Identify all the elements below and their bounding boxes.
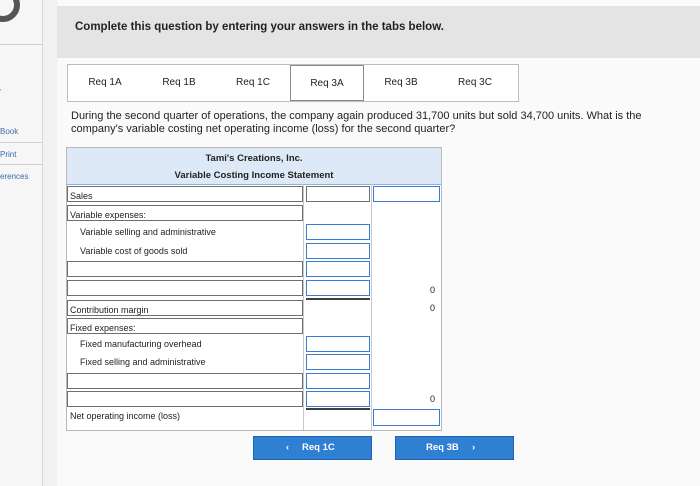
column-divider (371, 184, 372, 430)
sales-total-input[interactable] (373, 186, 440, 202)
blank-amount-input[interactable] (306, 261, 370, 277)
tab-req-1c[interactable]: Req 1C (236, 77, 270, 88)
subtotal-rule (306, 298, 370, 300)
prev-req-button[interactable] (253, 436, 372, 460)
net-operating-income-label: Net operating income (loss) (70, 411, 181, 421)
blank-label-input[interactable] (67, 391, 303, 407)
blank-amount-input[interactable] (306, 373, 370, 389)
company-name: Tami's Creations, Inc. (205, 153, 303, 164)
next-req-button[interactable] (395, 436, 514, 460)
blank-amount-input[interactable] (306, 391, 370, 407)
blank-label-input[interactable] (67, 261, 303, 277)
blank-amount-input[interactable] (306, 280, 370, 296)
income-statement (66, 147, 442, 431)
chevron-left-icon: ‹ (286, 442, 290, 453)
tab-req-1b[interactable]: Req 1B (162, 77, 196, 88)
instruction-text: Complete this question by entering your answers in the tabs below. (75, 21, 444, 33)
fixed-expenses-label: Fixed expenses: (70, 323, 136, 333)
column-divider (303, 184, 304, 430)
net-operating-income-input[interactable] (373, 409, 440, 426)
statement-title: Variable Costing Income Statement (174, 170, 334, 181)
tab-req-3c[interactable]: Req 3C (458, 77, 492, 88)
sidebar-link-print[interactable]: Print (0, 150, 17, 159)
blank-label-input[interactable] (67, 373, 303, 389)
prev-req-label: Req 1C (302, 442, 335, 453)
fixed-selling-admin-input[interactable] (306, 354, 370, 370)
var-cogs-label: Variable cost of goods sold (80, 246, 188, 256)
sidebar-link-book[interactable]: Book (0, 127, 19, 136)
sales-label-cell (67, 186, 303, 202)
var-selling-admin-input[interactable] (306, 224, 370, 240)
fixed-mfg-overhead-input[interactable] (306, 336, 370, 352)
total-fixed-expenses: 0 (429, 394, 435, 404)
tab-req-1a[interactable]: Req 1A (88, 77, 122, 88)
subtotal-rule (306, 408, 370, 410)
contribution-margin-label-cell (67, 300, 303, 316)
next-req-label: Req 3B (426, 442, 459, 453)
question-text: During the second quarter of operations, the company again produced 31,700 units but sold 34,700 units. What is the company's variable costing net operating income (loss) for the second quarter? (71, 110, 642, 135)
logo-icon (0, 0, 20, 22)
tab-req-3b[interactable]: Req 3B (384, 77, 418, 88)
fixed-expenses-label-cell (67, 318, 303, 334)
tick-mark: ' (0, 88, 2, 97)
divider (0, 164, 42, 165)
contribution-margin-label: Contribution margin (70, 305, 149, 315)
total-variable-expenses: 0 (429, 285, 435, 295)
sidebar-link-references[interactable]: erences (0, 172, 29, 181)
statement-header (67, 148, 441, 185)
main-panel (57, 0, 700, 486)
divider (0, 142, 42, 143)
var-cogs-input[interactable] (306, 243, 370, 259)
fixed-selling-admin-label: Fixed selling and administrative (80, 357, 206, 367)
blank-label-input[interactable] (67, 280, 303, 296)
var-selling-admin-label: Variable selling and administrative (80, 227, 216, 237)
fixed-mfg-overhead-label: Fixed manufacturing overhead (80, 339, 202, 349)
divider (0, 44, 42, 45)
sales-label: Sales (70, 191, 93, 201)
chevron-right-icon: › (472, 442, 476, 453)
tab-bar (67, 64, 519, 102)
variable-expenses-label-cell (67, 205, 303, 221)
sales-amount-input[interactable] (306, 186, 370, 202)
variable-expenses-label: Variable expenses: (70, 210, 146, 220)
left-sidebar (0, 0, 43, 486)
contribution-margin-value: 0 (429, 303, 435, 313)
tab-req-3a[interactable]: Req 3A (290, 65, 364, 101)
